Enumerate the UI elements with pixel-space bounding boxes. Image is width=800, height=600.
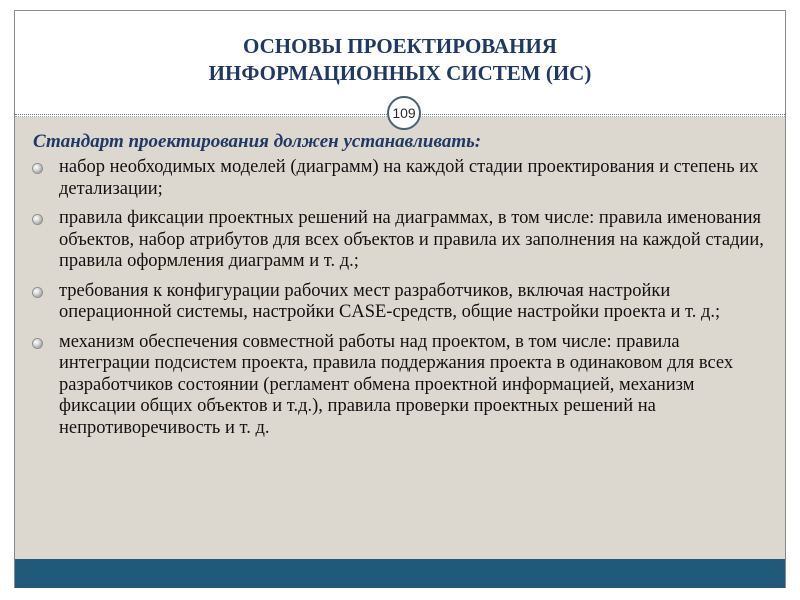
list-item — [27, 332, 767, 440]
bullet-icon — [33, 164, 42, 173]
lead-text: Стандарт проектирования должен устанавливать: — [33, 131, 482, 152]
footer-bar — [15, 559, 785, 588]
slide — [14, 10, 786, 588]
list-item-text: правила фиксации проектных решений на диаграммах, в том числе: правила именования объектов, набор атрибутов для всех объектов и правила их заполнения на каждой стадии, правила оформления диаграмм и т. д.; — [59, 208, 764, 271]
page-title — [15, 33, 785, 87]
bullet-icon — [33, 339, 42, 348]
list-item-text: механизм обеспечения совместной работы над проектом, в том числе: правила интеграции подсистем проекта, правила поддержания проекта в одинаковом для всех разработчиков состоянии (регламент обмена проектной информацией, механизм фиксации общих объектов и т.д.), правила проверки проектных решений на непротиворечивость и т. д. — [59, 331, 734, 438]
list-item — [27, 281, 767, 324]
list-item-text: требования к конфигурации рабочих мест разработчиков, включая настройки операционной системы, настройки CASE-средств, общие настройки проекта и т. д.; — [59, 280, 721, 322]
title-line-1: ОСНОВЫ ПРОЕКТИРОВАНИЯ — [243, 34, 557, 58]
content-area — [15, 117, 785, 559]
title-line-2: ИНФОРМАЦИОННЫХ СИСТЕМ (ИС) — [208, 61, 592, 85]
list-item-text: набор необходимых моделей (диаграмм) на каждой стадии проектирования и степень их детализации; — [59, 157, 759, 199]
bullet-icon — [33, 288, 42, 297]
bullet-list — [27, 157, 767, 447]
list-item — [27, 157, 767, 200]
page-number-badge: 109 — [387, 96, 421, 130]
list-item — [27, 208, 767, 273]
bullet-icon — [33, 215, 42, 224]
